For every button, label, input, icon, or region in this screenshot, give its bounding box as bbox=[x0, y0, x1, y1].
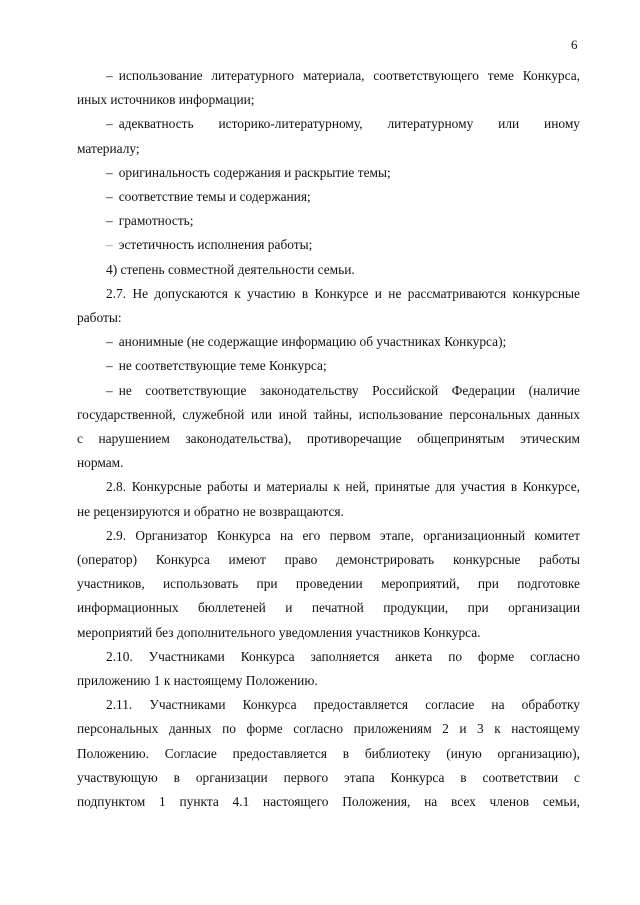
line-text: информационных бюллетеней и печатной продукции, при организации bbox=[77, 600, 580, 616]
list-dash: – bbox=[106, 213, 113, 229]
list-dash: – bbox=[106, 358, 113, 374]
text-line bbox=[77, 258, 580, 282]
line-text: 2.10. Участниками Конкурса заполняется анкета по форме согласно bbox=[106, 648, 580, 664]
list-dash: – bbox=[106, 68, 113, 83]
line-text: использование литературного материала, соответствующего теме Конкурса, bbox=[118, 68, 580, 83]
text-line bbox=[77, 112, 580, 136]
text-line bbox=[77, 451, 580, 475]
line-text: (оператор) Конкурса имеют право демонстрировать конкурсные работы bbox=[77, 552, 580, 568]
text-line bbox=[77, 403, 580, 427]
line-text: 2.11. Участниками Конкурса предоставляется согласие на обработку bbox=[106, 697, 580, 713]
line-text: соответствие темы и содержания; bbox=[118, 189, 311, 205]
line-text: 2.7. Не допускаются к участию в Конкурсе и не рассматриваются конкурсные bbox=[106, 285, 580, 301]
line-text: подпунктом 1 пункта 4.1 настоящего Положения, на всех членов семьи, bbox=[77, 794, 580, 810]
line-text: эстетичность исполнения работы; bbox=[118, 237, 313, 253]
text-line bbox=[77, 596, 580, 620]
line-text: материалу; bbox=[77, 140, 140, 156]
text-line bbox=[77, 766, 580, 790]
text-line bbox=[77, 742, 580, 766]
line-text: работы: bbox=[77, 310, 122, 326]
text-line bbox=[77, 427, 580, 451]
list-dash: – bbox=[106, 237, 113, 253]
text-line bbox=[77, 524, 580, 548]
line-text: адекватность историко-литературному, литературному или иному bbox=[118, 116, 580, 132]
line-text: нормам. bbox=[77, 455, 124, 471]
text-line bbox=[77, 572, 580, 596]
text-line bbox=[77, 137, 580, 161]
line-text: Положению. Согласие предоставляется в библиотеку (иную организацию), bbox=[77, 745, 580, 761]
text-line bbox=[77, 306, 580, 330]
text-line bbox=[77, 693, 580, 717]
text-line bbox=[77, 379, 580, 403]
line-text: 4) степень совместной деятельности семьи. bbox=[106, 261, 355, 277]
list-dash: – bbox=[106, 164, 113, 180]
line-text: анонимные (не содержащие информацию об участниках Конкурса); bbox=[118, 334, 507, 350]
list-dash: – bbox=[106, 334, 113, 350]
text-line bbox=[77, 669, 580, 693]
line-text: 2.8. Конкурсные работы и материалы к ней, принятые для участия в Конкурсе, bbox=[106, 479, 580, 495]
line-text: государственной, служебной или иной тайны, использование персональных данных bbox=[77, 406, 580, 422]
text-line bbox=[77, 790, 580, 814]
text-line bbox=[77, 233, 580, 257]
text-line bbox=[77, 500, 580, 524]
line-text: участников, использовать при проведении мероприятий, при подготовке bbox=[77, 576, 580, 592]
text-line bbox=[77, 282, 580, 306]
line-text: 2.9. Организатор Конкурса на его первом этапе, организационный комитет bbox=[106, 527, 580, 543]
line-text: персональных данных по форме согласно приложениям 2 и 3 к настоящему bbox=[77, 721, 580, 737]
line-text: мероприятий без дополнительного уведомления участников Конкурса. bbox=[77, 624, 481, 640]
line-text: оригинальность содержания и раскрытие темы; bbox=[118, 164, 391, 180]
text-line bbox=[77, 717, 580, 741]
page-number: 6 bbox=[571, 37, 578, 52]
line-text: участвующую в организации первого этапа Конкурса в соответствии с bbox=[77, 769, 580, 785]
text-line bbox=[77, 330, 580, 354]
line-text: не соответствующие теме Конкурса; bbox=[118, 358, 327, 374]
list-dash: – bbox=[106, 382, 113, 398]
line-text: не рецензируются и обратно не возвращаются. bbox=[77, 503, 344, 519]
document-body bbox=[77, 64, 580, 814]
text-line bbox=[77, 88, 580, 112]
line-text: грамотность; bbox=[118, 213, 194, 229]
text-line bbox=[77, 621, 580, 645]
text-line bbox=[77, 161, 580, 185]
text-line bbox=[77, 354, 580, 378]
text-line bbox=[77, 185, 580, 209]
text-line bbox=[77, 64, 580, 88]
line-text: приложению 1 к настоящему Положению. bbox=[77, 673, 318, 689]
text-line bbox=[77, 645, 580, 669]
text-line bbox=[77, 475, 580, 499]
text-line bbox=[77, 548, 580, 572]
text-line bbox=[77, 209, 580, 233]
line-text: с нарушением законодательства), противоречащие общепринятым этическим bbox=[77, 431, 580, 447]
line-text: иных источников информации; bbox=[77, 92, 255, 108]
list-dash: – bbox=[106, 116, 113, 132]
line-text: не соответствующие законодательству Российской Федерации (наличие bbox=[118, 382, 580, 398]
list-dash: – bbox=[106, 189, 113, 205]
